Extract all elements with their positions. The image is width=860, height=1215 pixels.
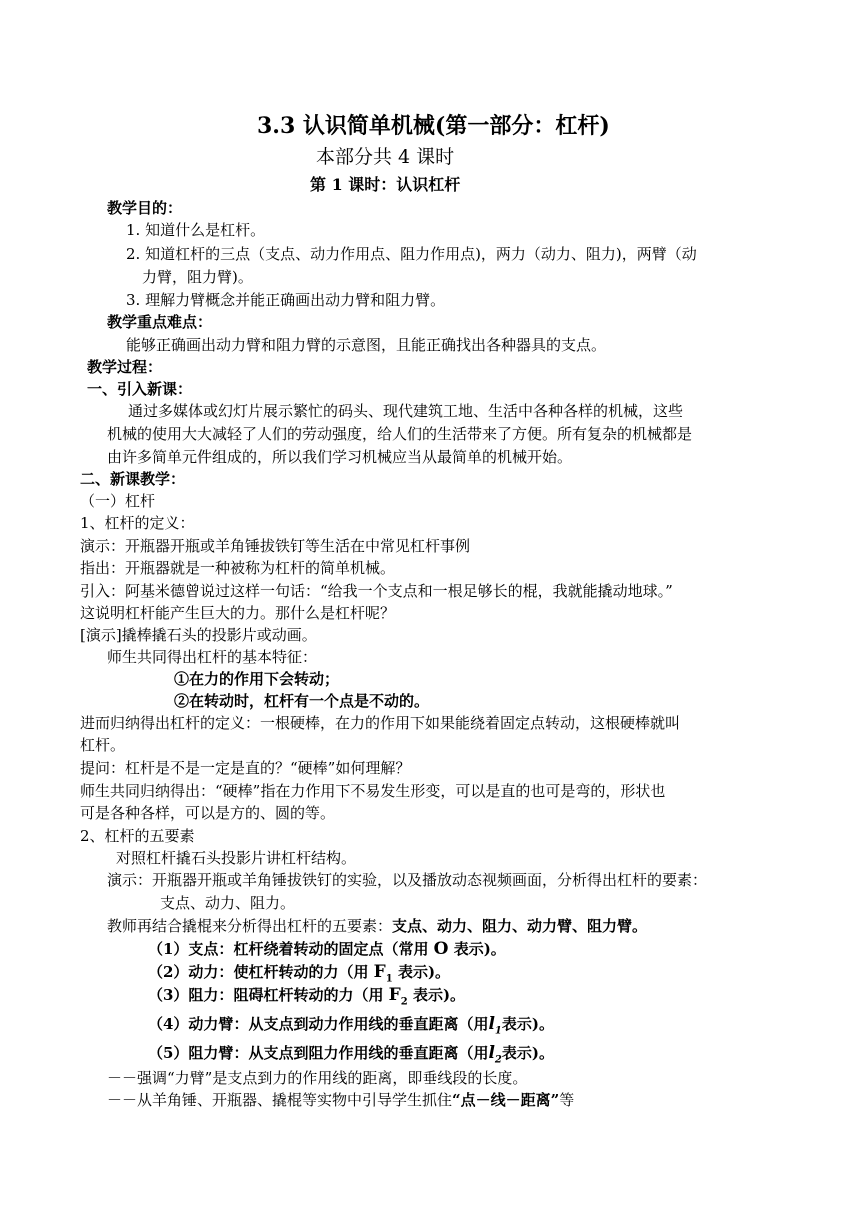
section1-heading: 一、引入新课： — [87, 380, 193, 398]
body-line: 进而归纳得出杠杆的定义：一根硬棒，在力的作用下如果能绕着固定点转动，这根硬棒就叫 — [80, 714, 681, 732]
element-text: 表示)。 — [501, 1015, 554, 1033]
objective-item-continued: 力臂，阻力臂)。 — [142, 268, 253, 286]
note-line — [107, 1089, 574, 1111]
body-line: 师生共同归纳得出：“硬棒”指在力作用下不易发生形变，可以是直的也可是弯的，形状也 — [80, 782, 666, 800]
note-text: －－从羊角锤、开瓶器、撬棍等实物中引导学生抓住 — [107, 1091, 453, 1109]
symbol-letter: l — [488, 1043, 495, 1063]
five-elements-intro-text: 教师再结合撬棍来分析得出杠杆的五要素： — [107, 917, 393, 935]
objective-item: 1. 知道什么是杠杆。 — [126, 221, 266, 239]
note-text: 等 — [559, 1091, 575, 1109]
symbol-f2 — [388, 985, 408, 1008]
note-emphasis: “点－线－距离” — [452, 1091, 560, 1109]
five-elements-list: 支点、动力、阻力、动力臂、阻力臂。 — [392, 917, 648, 935]
body-line: 引入：阿基米德曾说过这样一句话：“给我一个支点和一根足够长的棍，我就能撬动地球。” — [80, 582, 673, 600]
symbol-letter: F — [373, 962, 386, 982]
symbol-letter: l — [488, 1014, 495, 1034]
symbol-l2 — [488, 1043, 502, 1066]
symbol-l1 — [488, 1014, 502, 1037]
objectives-heading: 教学目的： — [107, 199, 183, 217]
definition-heading: 1、杠杆的定义： — [80, 514, 195, 532]
section1-paragraph-line: 由许多简单元件组成的，所以我们学习机械应当从最简单的机械开始。 — [107, 448, 573, 466]
symbol-subscript: 1 — [385, 973, 393, 985]
body-line: 指出：开瓶器就是一种被称为杠杆的简单机械。 — [80, 559, 396, 577]
symbol-letter: F — [388, 985, 401, 1005]
five-elements-intro — [107, 915, 647, 937]
body-line: 对照杠杆撬石头投影片讲杠杆结构。 — [116, 849, 357, 867]
element-text: 表示)。 — [392, 963, 451, 981]
section2-heading: 二、新课教学： — [80, 470, 186, 488]
key-points-heading: 教学重点难点： — [107, 313, 213, 331]
body-line: 演示：开瓶器开瓶或羊角锤拔铁钉的实验，以及播放动态视频画面，分析得出杠杆的要素： — [107, 871, 708, 889]
objective-item: 3. 理解力臂概念并能正确画出动力臂和阻力臂。 — [126, 291, 446, 309]
subsection-lever: （一）杠杆 — [80, 492, 156, 510]
lesson-title: 第 1 课时：认识杠杆 — [310, 175, 461, 194]
symbol-subscript: 1 — [494, 1025, 502, 1037]
element-text: （2）动力：使杠杆转动的力（用 — [148, 963, 374, 981]
element-text: （3）阻力：阻碍杠杆转动的力（用 — [148, 986, 389, 1004]
symbol-subscript: 2 — [400, 996, 408, 1008]
section1-paragraph-line: 机械的使用大大减轻了人们的劳动强度，给人们的生活带来了方便。所有复杂的机械都是 — [107, 425, 693, 443]
doc-subtitle: 本部分共 4 课时 — [316, 146, 455, 168]
body-line: 支点、动力、阻力。 — [160, 894, 296, 912]
process-heading: 教学过程： — [87, 358, 163, 376]
body-line: 这说明杠杆能产生巨大的力。那什么是杠杆呢？ — [80, 604, 396, 622]
body-line: [演示]撬棒撬石头的投影片或动画。 — [80, 626, 317, 644]
body-line: 师生共同得出杠杆的基本特征： — [107, 648, 318, 666]
feature-item: ①在力的作用下会转动； — [174, 670, 340, 688]
element-text: （5）阻力臂：从支点到阻力作用线的垂直距离（用 — [148, 1044, 489, 1062]
feature-item: ②在转动时，杠杆有一个点是不动的。 — [174, 692, 430, 710]
element-text: 表示)。 — [407, 986, 466, 1004]
element-text: （4）动力臂：从支点到动力作用线的垂直距离（用 — [148, 1015, 489, 1033]
element-text: 表示)。 — [501, 1044, 554, 1062]
element-text: 表示)。 — [448, 940, 506, 958]
section1-paragraph-line: 通过多媒体或幻灯片展示繁忙的码头、现代建筑工地、生活中各种各样的机械，这些 — [128, 402, 684, 420]
symbol-subscript: 2 — [494, 1054, 502, 1066]
doc-title: 3.3 认识简单机械(第一部分：杠杆) — [257, 113, 610, 139]
body-line: 演示：开瓶器开瓶或羊角锤拔铁钉等生活在中常见杠杆事例 — [80, 537, 471, 555]
element-resistance — [148, 984, 465, 1013]
key-points-text: 能够正确画出动力臂和阻力臂的示意图，且能正确找出各种器具的支点。 — [126, 336, 607, 354]
body-line: 提问：杠杆是不是一定是直的？“硬棒”如何理解？ — [80, 759, 411, 777]
element-effort-arm — [148, 1013, 554, 1042]
symbol-o: O — [433, 939, 449, 959]
body-line: 可是各种各样，可以是方的、圆的等。 — [80, 804, 336, 822]
symbol-f1 — [373, 962, 393, 985]
objective-item: 2. 知道杠杆的三点（支点、动力作用点、阻力作用点)，两力（动力、阻力)，两臂（动 — [126, 245, 697, 263]
note-line: －－强调“力臂”是支点到力的作用线的距离，即垂线段的长度。 — [107, 1069, 528, 1087]
element-fulcrum — [148, 938, 506, 960]
body-line: 杠杆。 — [80, 736, 126, 754]
element-text: （1）支点：杠杆绕着转动的固定点（常用 — [148, 940, 434, 958]
five-elements-heading: 2、杠杆的五要素 — [80, 827, 195, 845]
